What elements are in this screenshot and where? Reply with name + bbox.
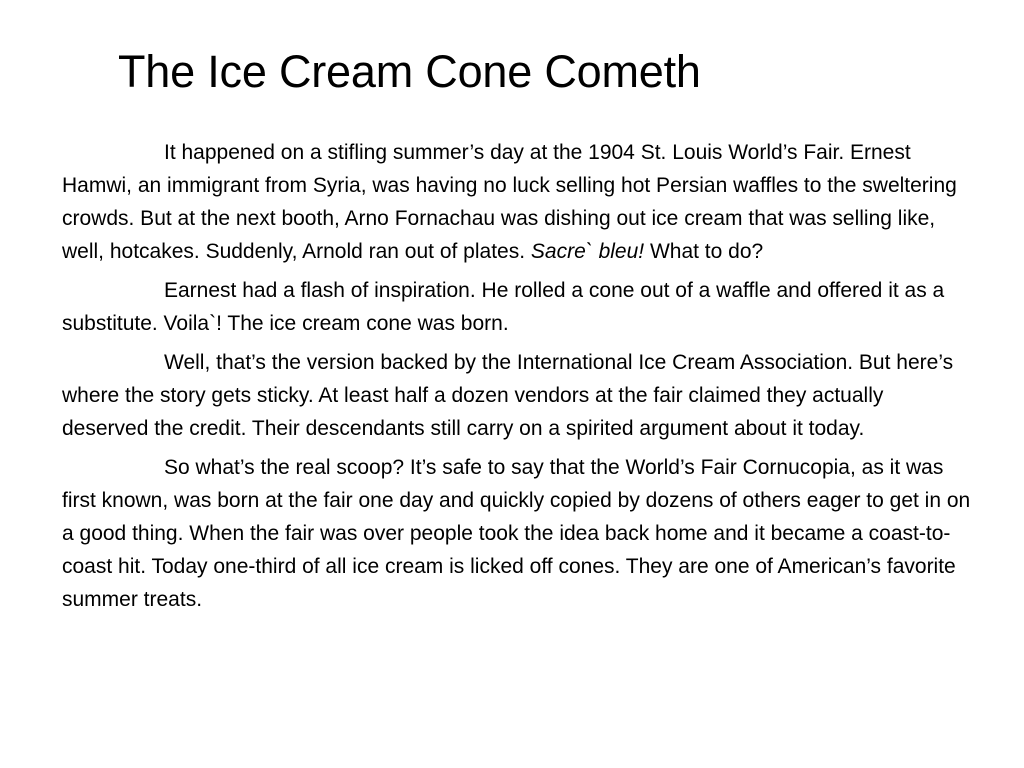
paragraph-1-italic-text: Sacre` bleu! bbox=[530, 240, 645, 263]
paragraph-3: Well, that’s the version backed by the International Ice Cream Association. But here’s where the story gets sticky. At least half a dozen vendors at the fair claimed they actually deserved the credit. Their descendants still carry on a spirited argument about it today. bbox=[62, 351, 954, 440]
paragraph-1-text-end: What to do? bbox=[644, 240, 764, 263]
slide-body bbox=[62, 136, 972, 616]
paragraph-4: So what’s the real scoop? It’s safe to say that the World’s Fair Cornucopia, as it was first known, was born at the fair one day and quickly copied by dozens of others eager to get in on a good thing. When the fair was over people took the idea back home and it became a coast-to-coast hit. Today one-third of all ice cream is licked off cones. They are one of American’s favorite summer treats. bbox=[62, 456, 971, 611]
paragraph-1-text: It happened on a stifling summer’s day at the 1904 St. Louis World’s Fair. Ernest Hamwi, an immigrant from Syria, was having no luck selling hot Persian waffles to the sweltering crowds. But at the next booth, Arno Fornachau was dishing out ice cream that was selling like, well, hotcakes. Suddenly, Arnold ran out of plates. bbox=[62, 141, 957, 263]
paragraph-1 bbox=[62, 136, 972, 268]
slide-title: The Ice Cream Cone Cometh bbox=[118, 46, 701, 97]
paragraph-2: Earnest had a flash of inspiration. He rolled a cone out of a waffle and offered it as a substitute. Voila`! The ice cream cone was born. bbox=[62, 279, 945, 335]
